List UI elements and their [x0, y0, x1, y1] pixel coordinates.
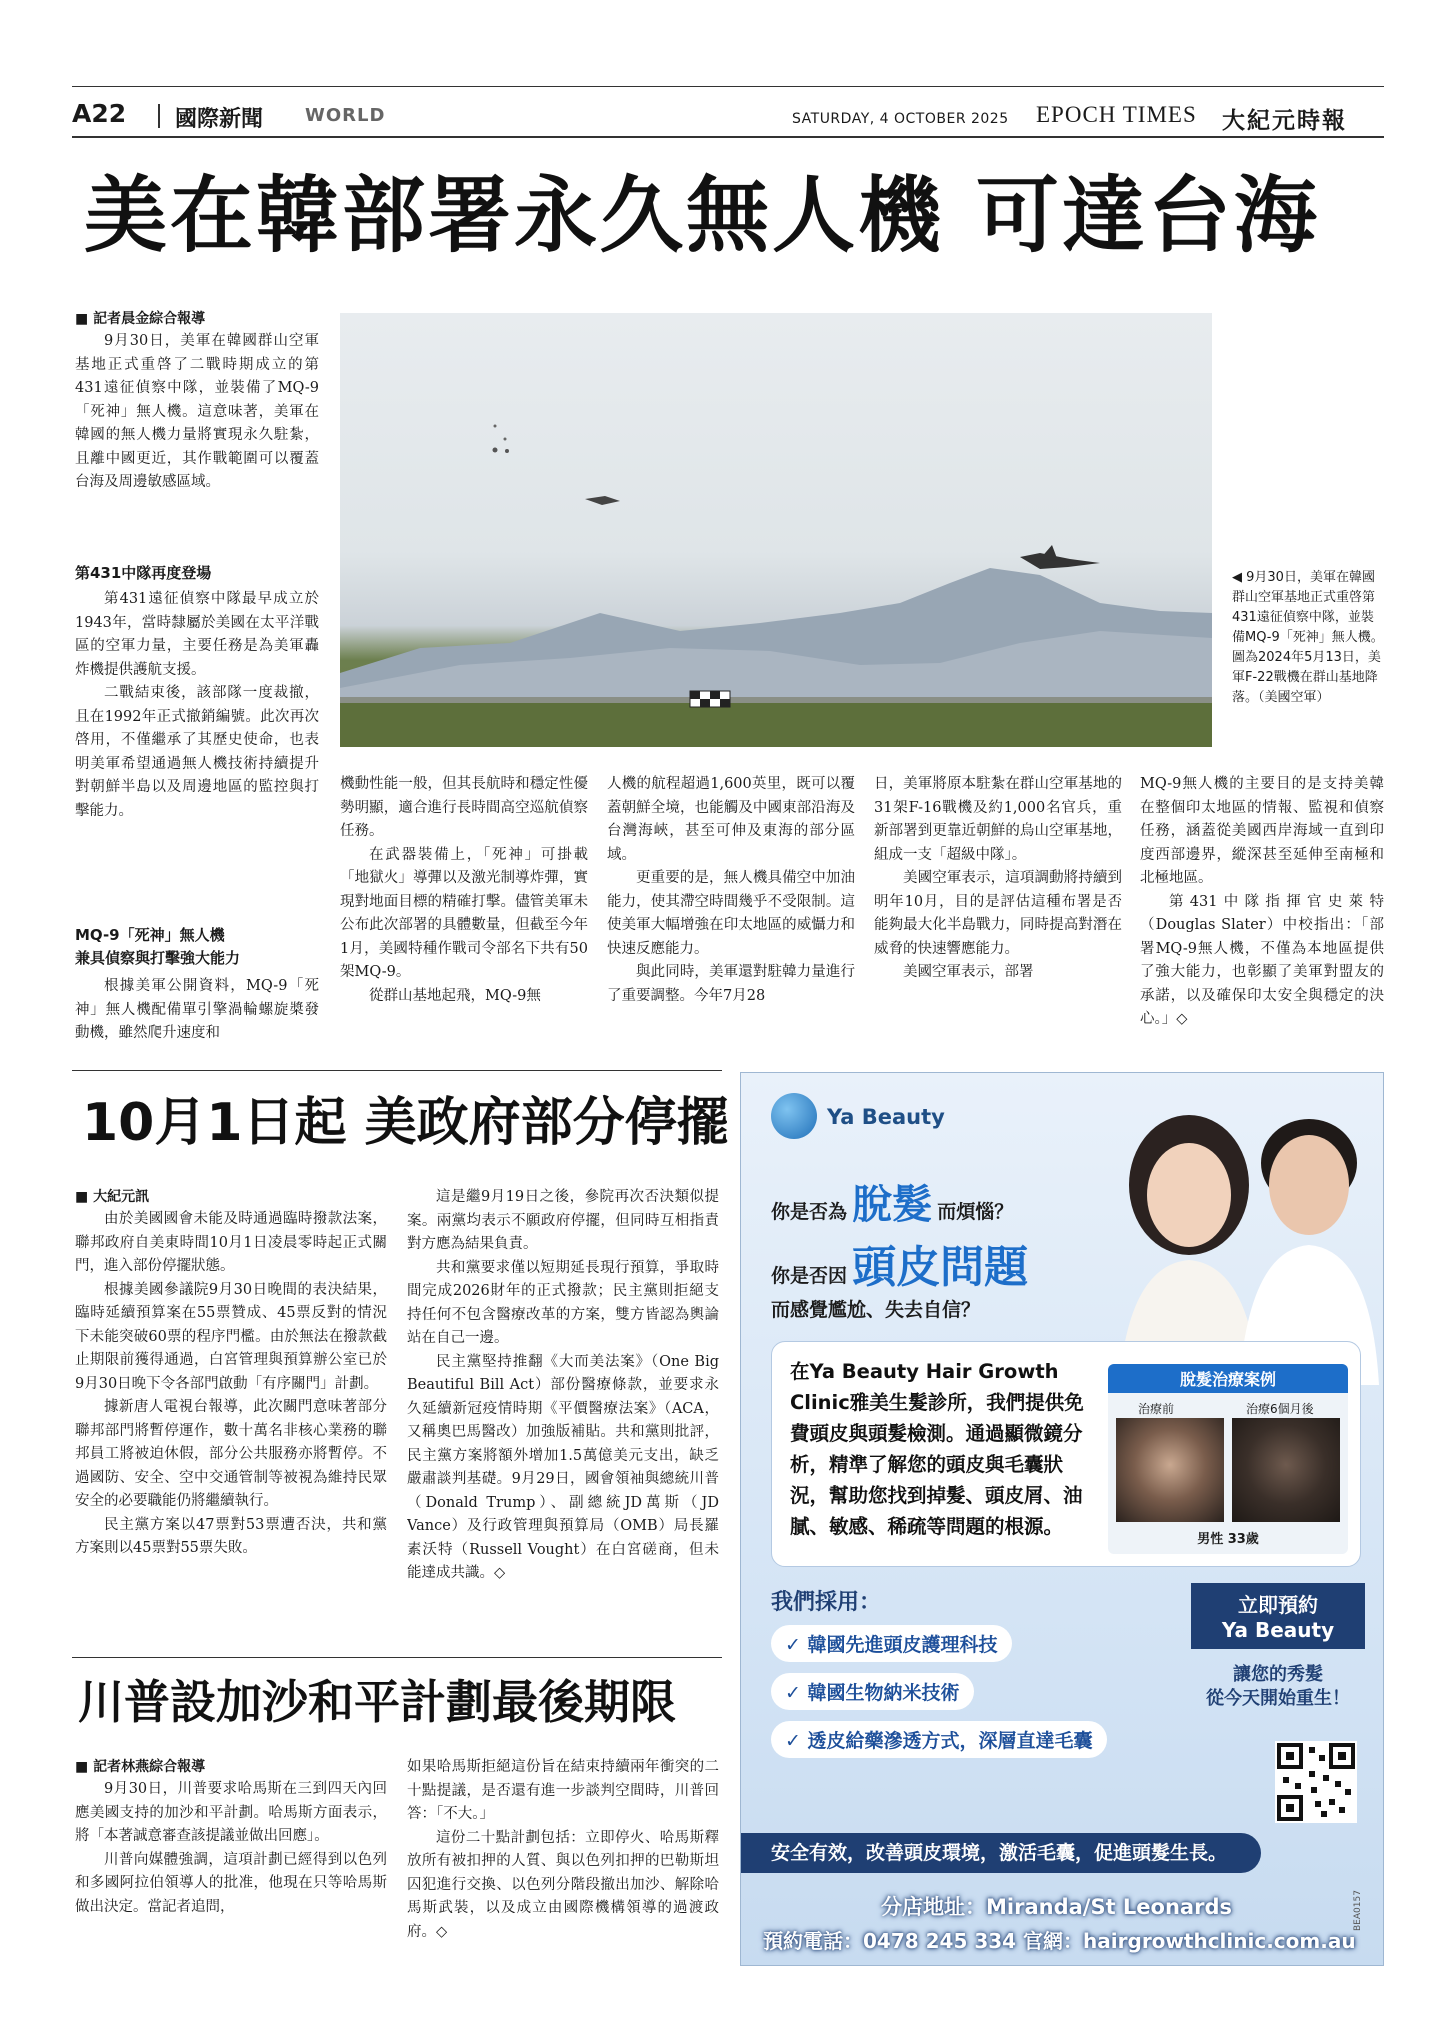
ad-brand: Ya Beauty	[827, 1105, 945, 1129]
case-patient: 男性 33歲	[1197, 1532, 1259, 1547]
ad-question-1	[771, 1173, 1013, 1230]
paragraph: 這是繼9月19日之後，參院再次否決類似提案。兩黨均表示不願政府停擺，但同時互相指責對方應為結果負責。	[407, 1189, 719, 1252]
paragraph: 根據美軍公開資料，MQ-9「死神」無人機配備單引擎渦輪螺旋槳發動機，雖然爬升速度和	[75, 978, 319, 1041]
paragraph: 在武器裝備上，「死神」可掛載「地獄火」導彈以及激光制導炸彈，實現對地面目標的精確打擊。儘管美軍未公布此次部署的具體數量，但截至今年1月，美國特種作戰司令部名下共有50架MQ-9。	[340, 846, 588, 980]
article2-col1	[75, 1208, 387, 1648]
ya-beauty-logo-icon	[771, 1093, 817, 1139]
article1-col3	[607, 773, 855, 1065]
paragraph-continued: 日，美軍將原本駐紮在群山空軍基地的31架F-16戰機及約1,000名官兵，重新部署到更靠近朝鮮的烏山空軍基地，組成一支「超級中隊」。	[874, 776, 1122, 863]
paragraph: 更重要的是，無人機具備空中加油能力，使其滯空時間幾乎不受限制。這使美軍大幅增強在印太地區的威懾力和快速反應能力。	[607, 870, 855, 957]
article1-subhead1: 第431中隊再度登場	[75, 564, 212, 582]
paragraph: 與此同時，美軍還對駐韓力量進行了重要調整。今年7月28	[607, 964, 855, 1004]
subhead-line: MQ-9「死神」無人機	[75, 926, 225, 944]
article3-col1	[75, 1778, 387, 1968]
ad-benefit-strip: 安全有效，改善頭皮環境，激活毛囊，促進頭髮生長。	[741, 1833, 1261, 1873]
paragraph: 民主黨堅持推翻《大而美法案》（One Big Beautiful Bill Act）部份醫療條款，並要求永久延續新冠疫情時期《平價醫療法案》（ACA，又稱奧巴馬醫改）加強版補貼。共和黨則批評，民主黨方案將額外增加1.5萬億美元支出，缺乏嚴肅談判基礎。9月29日，國會領袖與總統川普（Donald Trump）、副總統JD萬斯（JD Vance）及行政管理與預算局（OMB）局長羅素沃特（Russell Vought）在白宮磋商，但未能達成共識。◇	[407, 1353, 719, 1581]
paragraph: 9月30日，川普要求哈馬斯在三到四天內回應美國支持的加沙和平計劃。哈馬斯方面表示，將「本著誠意審查該提議並做出回應」。	[75, 1781, 387, 1844]
case-after-label: 治療6個月後	[1246, 1402, 1314, 1416]
paragraph: 如果哈馬斯拒絕這份旨在結束持續兩年衝突的二十點提議，是否還有進一步談判空間時，川普回答：「不大。」	[407, 1759, 719, 1822]
ad-feature: ✓ 韓國生物納米技術	[771, 1673, 974, 1710]
case-before-image	[1116, 1418, 1224, 1522]
case-after-image	[1232, 1418, 1340, 1522]
ad-contact[interactable]: 預約電話：0478 245 334 官網：hairgrowthclinic.com.au	[763, 1929, 1356, 1953]
article1-col2	[340, 773, 588, 1065]
jet-icon	[1020, 545, 1100, 569]
article1-col5	[1140, 773, 1384, 1065]
masthead-divider	[158, 104, 160, 128]
checkered-sign	[700, 699, 710, 707]
subhead-line: 兼具偵察與打擊強大能力	[75, 949, 241, 967]
ad-feature: ✓ 透皮給藥滲透方式，深層直達毛囊	[771, 1721, 1107, 1758]
article3-col2	[407, 1756, 719, 1968]
article3-headline: 川普設加沙和平計劃最後期限	[78, 1675, 676, 1729]
question-highlight: 頭皮問題	[852, 1242, 1029, 1293]
paragraph: 美國空軍表示，這項調動將持續到明年10月，目的是評估這種布署是否能夠最大化半島戰力，同時提高對潛在威脅的快速響應能力。	[874, 870, 1122, 957]
ad-info-text: 在Ya Beauty Hair Growth Clinic雅美生髮診所，我們提供免費頭皮與頭髮檢測。通過顯微鏡分析，精準了解您的頭皮與毛囊狀況，幫助您找到掉髮、頭皮屑、油膩、敏感、稀疏等問題的根源。	[790, 1360, 1084, 1538]
ad-question-3: 而感覺尷尬、失去自信？	[771, 1299, 981, 1321]
model-face	[1269, 1135, 1349, 1235]
article1-byline: ■ 記者晨金綜合報導	[75, 308, 205, 328]
article2-headline: 10月1日起 美政府部分停擺	[82, 1093, 729, 1153]
article1-headline: 美在韓部署永久無人機 可達台海	[84, 166, 1320, 264]
article1-col1c	[75, 975, 319, 1047]
case-title: 脫髮治療案例	[1108, 1364, 1348, 1393]
article2-col2	[407, 1186, 719, 1648]
paragraph: 川普向媒體強調，這項計劃已經得到以色列和多國阿拉伯領導人的批准，他現在只等哈馬斯做出決定。當記者追問，	[75, 1851, 387, 1915]
section-label: WORLD	[305, 105, 386, 126]
paragraph: 9月30日，美軍在韓國群山空軍基地正式重啓了二戰時期成立的第431遠征偵察中隊，並裝備了MQ-9「死神」無人機。這意味著，美軍在韓國的無人機力量將實現永久駐紮，且離中國更近，其作戰範圍可以覆蓋台海及周邊敏感區域。	[75, 333, 319, 490]
ad-question-2	[771, 1231, 1028, 1295]
paragraph: 二戰結束後，該部隊一度裁撤，且在1992年正式撤銷編號。此次再次啓用，不僅繼承了其歷史使命，也表明美軍希望通過無人機技術持續提升對朝鮮半島以及周邊地區的監控與打擊能力。	[75, 685, 319, 819]
article1-col1	[75, 330, 319, 558]
paragraph: 共和黨要求僅以短期延長現行預算，爭取時間完成2026財年的正式撥款；民主黨則拒絕支持任何不包含醫療改革的方案，雙方皆認為輿論站在自己一邊。	[407, 1259, 719, 1346]
slogan-line: 從今天開始重生！	[1206, 1688, 1350, 1709]
paragraph-continued: 機動性能一般，但其長航時和穩定性優勢明顯，適合進行長時間高空巡航偵察任務。	[340, 776, 588, 839]
model-face	[1147, 1143, 1231, 1247]
cta-line: 立即預約	[1238, 1593, 1318, 1617]
question-text: 而煩惱？	[937, 1201, 1014, 1223]
paragraph: 從群山基地起飛，MQ-9無	[369, 987, 541, 1004]
masthead-logo-en: EPOCH TIMES	[1036, 102, 1197, 127]
section-title: 國際新聞	[175, 107, 264, 132]
paragraph: 第431中隊指揮官史萊特（Douglas Slater）中校指出：「部署MQ-9無人機，不僅為本地區提供了強大能力，也彰顯了美軍對盟友的承諾，以及確保印太安全與穩定的決心。」◇	[1140, 893, 1384, 1027]
slogan-line: 讓您的秀髮	[1233, 1664, 1323, 1685]
ad-adopt-title: 我們採用：	[771, 1590, 882, 1615]
paragraph-continued: MQ-9無人機的主要目的是支持美韓在整個印太地區的情報、監視和偵察任務，涵蓋從美國西岸海域一直到印度西部邊界，縱深甚至延伸至南極和北極地區。	[1140, 776, 1384, 886]
paragraph: 民主黨方案以47票對53票遭否決，共和黨方案則以45票對55票失敗。	[75, 1516, 387, 1556]
distant-jet-icon	[504, 438, 507, 441]
grass	[340, 698, 1212, 747]
masthead-logo-cn: 大紀元時報	[1222, 107, 1347, 134]
qr-code-icon[interactable]	[1275, 1741, 1357, 1823]
article1-col4	[874, 773, 1122, 1065]
page-number: A22	[72, 99, 127, 128]
paragraph: 這份二十點計劃包括：立即停火、哈馬斯釋放所有被扣押的人質、與以色列扣押的巴勒斯坦囚犯進行交換、以色列分階段撤出加沙、解除哈馬斯武裝，以及成立由國際機構領導的過渡政府。◇	[407, 1829, 719, 1940]
article1-subhead2	[75, 924, 240, 970]
question-text: 你是否因	[771, 1265, 848, 1287]
article-photo	[340, 313, 1212, 747]
checkered-sign	[690, 691, 700, 699]
paragraph-continued: 人機的航程超過1,600英里，既可以覆蓋朝鮮全境，也能觸及中國東部沿海及台灣海峽，甚至可伸及東海的部分區域。	[607, 776, 855, 863]
case-panel	[1108, 1364, 1348, 1554]
runway	[340, 697, 1212, 703]
section-rule	[72, 1070, 722, 1071]
checkered-sign	[720, 699, 730, 707]
checkered-sign	[710, 691, 720, 699]
paragraph: 由於美國國會未能及時通過臨時撥款法案，聯邦政府自美東時間10月1日凌晨零時起正式關門，進入部份停擺狀態。	[75, 1211, 387, 1274]
ad-code: BEA0157	[1353, 1890, 1363, 1931]
paragraph: 根據美國參議院9月30日晚間的表決結果，臨時延續預算案在55票贊成、45票反對的情況下未能突破60票的程序門檻。由於無法在撥款截止期限前獲得通過，白宮管理與預算辦公室已於9月30日晚下令各部門啟動「有序關門」計劃。	[75, 1281, 387, 1392]
case-before-label: 治療前	[1138, 1402, 1175, 1416]
jet-icon	[585, 496, 620, 505]
article1-col1b	[75, 588, 319, 913]
ad-info-box	[771, 1341, 1361, 1567]
distant-jet-icon	[494, 425, 497, 428]
paragraph: 據新唐人電視台報導，此次關門意味著部分聯邦部門將暫停運作，數十萬名非核心業務的聯邦員工將被迫休假，部分公共服務亦將暫停。不過國防、安全、空中交通管制等被視為維持民眾安全的必要職能仍將繼續執行。	[75, 1399, 387, 1509]
top-rule	[72, 86, 1384, 87]
article2-byline: ■ 大紀元訊	[75, 1186, 149, 1206]
ad-slogan	[1181, 1663, 1375, 1711]
distant-jet-icon	[505, 449, 509, 453]
question-text: 你是否為	[771, 1201, 848, 1223]
cta-line: Ya Beauty	[1221, 1618, 1335, 1642]
article3-byline: ■ 記者林燕綜合報導	[75, 1756, 205, 1776]
question-highlight: 脫髮	[852, 1182, 933, 1228]
photo-scene	[340, 313, 1212, 747]
paragraph: 美國空軍表示，部署	[903, 964, 1034, 980]
paragraph: 第431遠征偵察中隊最早成立於1943年，當時隸屬於美國在太平洋戰區的空軍力量，主要任務是為美軍轟炸機提供護航支援。	[75, 591, 319, 678]
photo-caption: ◀ 9月30日，美軍在韓國群山空軍基地正式重啓第431遠征偵察中隊，並裝備MQ-9「死神」無人機。圖為2024年5月13日，美軍F-22戰機在群山基地降落。（美國空軍）	[1232, 570, 1384, 705]
distant-jet-icon	[493, 448, 498, 453]
book-now-button[interactable]	[1191, 1583, 1365, 1649]
ad-feature: ✓ 韓國先進頭皮護理科技	[771, 1625, 1012, 1662]
masthead-rule	[72, 136, 1384, 138]
models-illustration	[1109, 1085, 1379, 1385]
advertisement[interactable]	[740, 1072, 1384, 1966]
section-rule	[72, 1657, 722, 1658]
ad-address: 分店地址：Miranda/St Leonards	[881, 1895, 1232, 1919]
dateline: SATURDAY, 4 OCTOBER 2025	[792, 111, 1009, 127]
